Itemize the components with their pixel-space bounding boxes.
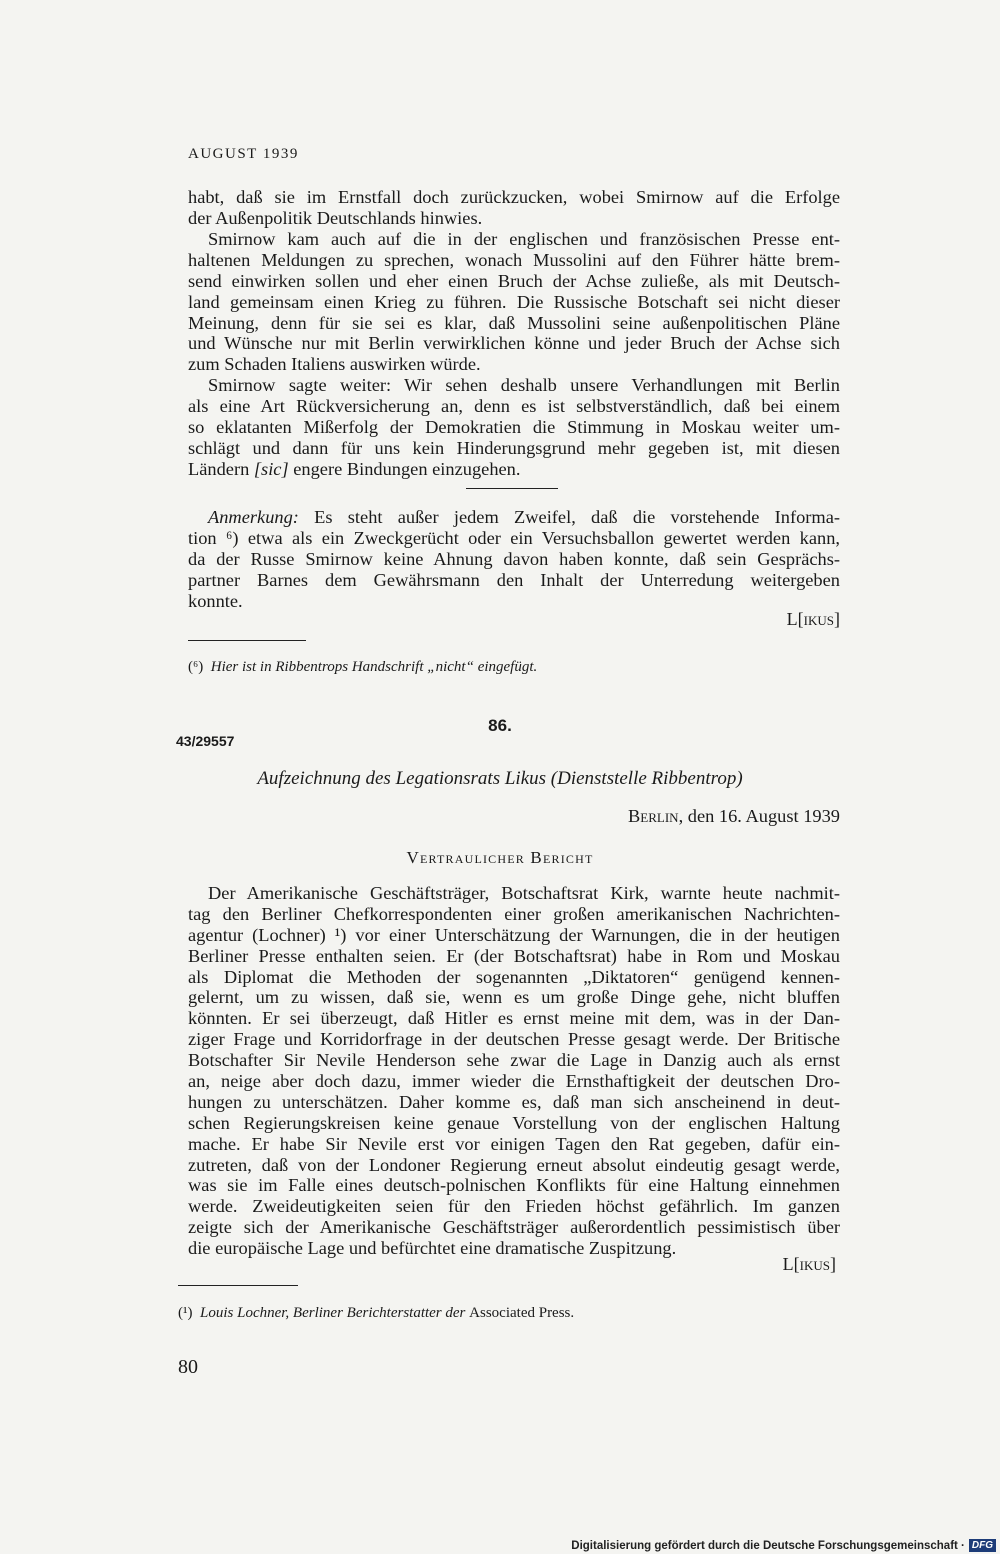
page-number: 80 [178, 1356, 198, 1378]
text-line: als eine Art Rückversicherung an, denn es ist selbstverständlich, daß bei einem [188, 395, 840, 416]
text-line: als Diplomat die Methoden der sogenannten „Diktatoren“ genügend kennen- [188, 966, 840, 987]
note-paragraph [188, 507, 840, 611]
text-line: Meinung, denn für sie sei es klar, daß Mussolini seine außenpolitischen Pläne [188, 312, 840, 333]
text-line: an, neige aber doch dazu, immer wieder die Ernsthaftigkeit der deutschen Dro- [188, 1071, 840, 1092]
sic-marker: [sic] [253, 458, 289, 479]
running-header: AUGUST 1939 [188, 146, 299, 162]
document-id: 43/29557 [176, 733, 235, 749]
text-line: der Außenpolitik Deutschlands hinwies. [188, 207, 483, 228]
text-line: send einwirken sollen und eher einen Bruch der Achse zuließe, als mit Deutsch- [188, 270, 840, 291]
text-line: mache. Er habe Sir Nevile erst vor einigen Tagen den Rat gegeben, dafür ein- [188, 1133, 840, 1154]
report-paragraph [188, 883, 840, 1259]
dfg-logo-icon: DFG [969, 1539, 996, 1552]
signature: L[ikus] [786, 609, 840, 629]
text-line: Smirnow kam auch auf die in der englischen und französischen Presse ent- [208, 229, 840, 249]
text-line: habt, daß sie im Ernstfall doch zurückzucken, wobei Smirnow auf die Erfolge [188, 187, 840, 207]
paragraph-rueckversicherung [188, 375, 840, 479]
document-number: 86. [488, 716, 512, 735]
text-line: Berliner Presse enthalten seien. Er (der Botschaftsrat) habe in Rom und Moskau [188, 945, 840, 966]
text-line: tag den Berliner Chefkorrespondenten einer großen amerikanischen Nachrichten- [188, 903, 840, 924]
text-line: agentur (Lochner) ¹) vor einer Unterschätzung der Warnungen, die in der heutigen [188, 924, 840, 945]
text-line: zeigte sich der Amerikanische Geschäftsträger außerordentlich pessimistisch über [188, 1217, 840, 1238]
text-line: zutreten, daß von der Londoner Regierung erneut absolut eindeutig gesagt werde, [188, 1154, 840, 1175]
text-line: schen Regierungskreisen keine genaue Vorstellung von der englischen Haltung [188, 1112, 840, 1133]
text-line: ziger Frage und Korridorfrage in der deutschen Presse gesagt werde. Der Britische [188, 1029, 840, 1050]
text-line: Smirnow sagte weiter: Wir sehen deshalb unsere Verhandlungen mit Berlin [208, 375, 840, 395]
text-line: tion ⁶) etwa als ein Zweckgerücht oder ein Versuchsballon gewertet werden kann, [188, 527, 840, 548]
place-date: Berlin, den 16. August 1939 [628, 806, 840, 826]
text-line: Anmerkung: Es steht außer jedem Zweifel, daß die vorstehende Informa- [208, 507, 840, 527]
funding-banner [571, 1539, 996, 1552]
text-line: haltenen Meldungen zu sprechen, wonach Mussolini auf den Führer hätte brem- [188, 249, 840, 270]
text-line: land gemeinsam einen Krieg zu führen. Die Russische Botschaft sei nicht dieser [188, 291, 840, 312]
text-line: Der Amerikanische Geschäftsträger, Botschaftsrat Kirk, warnte heute nachmit- [208, 883, 840, 903]
text-line: gelernt, um zu wissen, daß sie, wenn es um große Dinge gehe, nicht bluffen [188, 987, 840, 1008]
text-line: so eklatanten Mißerfolg der Demokratien die Stimmung in Moskau weiter um- [188, 416, 840, 437]
text-line: konnte. [188, 590, 243, 611]
paragraph-continuation [188, 187, 840, 229]
text-line: zum Schaden Italiens auswirken würde. [188, 354, 481, 375]
text-line: hungen zu unterschätzen. Daher komme es, daß man sich anscheinend in deut- [188, 1091, 840, 1112]
section-divider [466, 488, 558, 489]
text-line: die europäische Lage und befürchtet eine dramatische Zuspitzung. [188, 1238, 677, 1259]
footnote-divider [188, 640, 306, 641]
rubric-heading: Vertraulicher Bericht [406, 848, 594, 867]
text-line: werde. Zweideutigkeiten seien für den Frieden höchst gefährlich. Im ganzen [188, 1196, 840, 1217]
footnote: (⁶) Hier ist in Ribbentrops Handschrift „nicht“ eingefügt. [188, 659, 538, 675]
text-line: könnten. Er sei überzeugt, daß Hitler es ernst meine mit dem, was in der Dan- [188, 1008, 840, 1029]
note-label: Anmerkung: [208, 507, 299, 527]
signature: L[ikus] [782, 1254, 836, 1274]
banner-text: Digitalisierung gefördert durch die Deutsche Forschungsgemeinschaft · [571, 1539, 965, 1552]
text-line: partner Barnes dem Gewährsmann den Inhalt der Unterredung weitergeben [188, 569, 840, 590]
paragraph-mussolini [188, 229, 840, 375]
text-line: schlägt und dann für uns kein Hinderungsgrund mehr gegeben ist, mit diesen [188, 437, 840, 458]
document-title: Aufzeichnung des Legationsrats Likus (Dienststelle Ribbentrop) [257, 768, 743, 789]
text-line: was sie im Falle eines deutsch-polnischen Konflikts für eine Haltung einnehmen [188, 1175, 840, 1196]
footnote: (¹) Louis Lochner, Berliner Berichterstatter der Associated Press. [178, 1305, 575, 1321]
text-line: Ländern [sic] engere Bindungen einzugehen. [188, 458, 521, 479]
text-line: Botschafter Sir Nevile Henderson sehe zwar die Lage in Danzig auch als ernst [188, 1050, 840, 1071]
text-line: da der Russe Smirnow keine Ahnung davon haben konnte, daß sein Gesprächs- [188, 548, 840, 569]
text-line: und Wünsche nur mit Berlin verwirklichen könne und jeder Bruch der Achse sich [188, 333, 840, 354]
footnote-divider [178, 1285, 298, 1286]
